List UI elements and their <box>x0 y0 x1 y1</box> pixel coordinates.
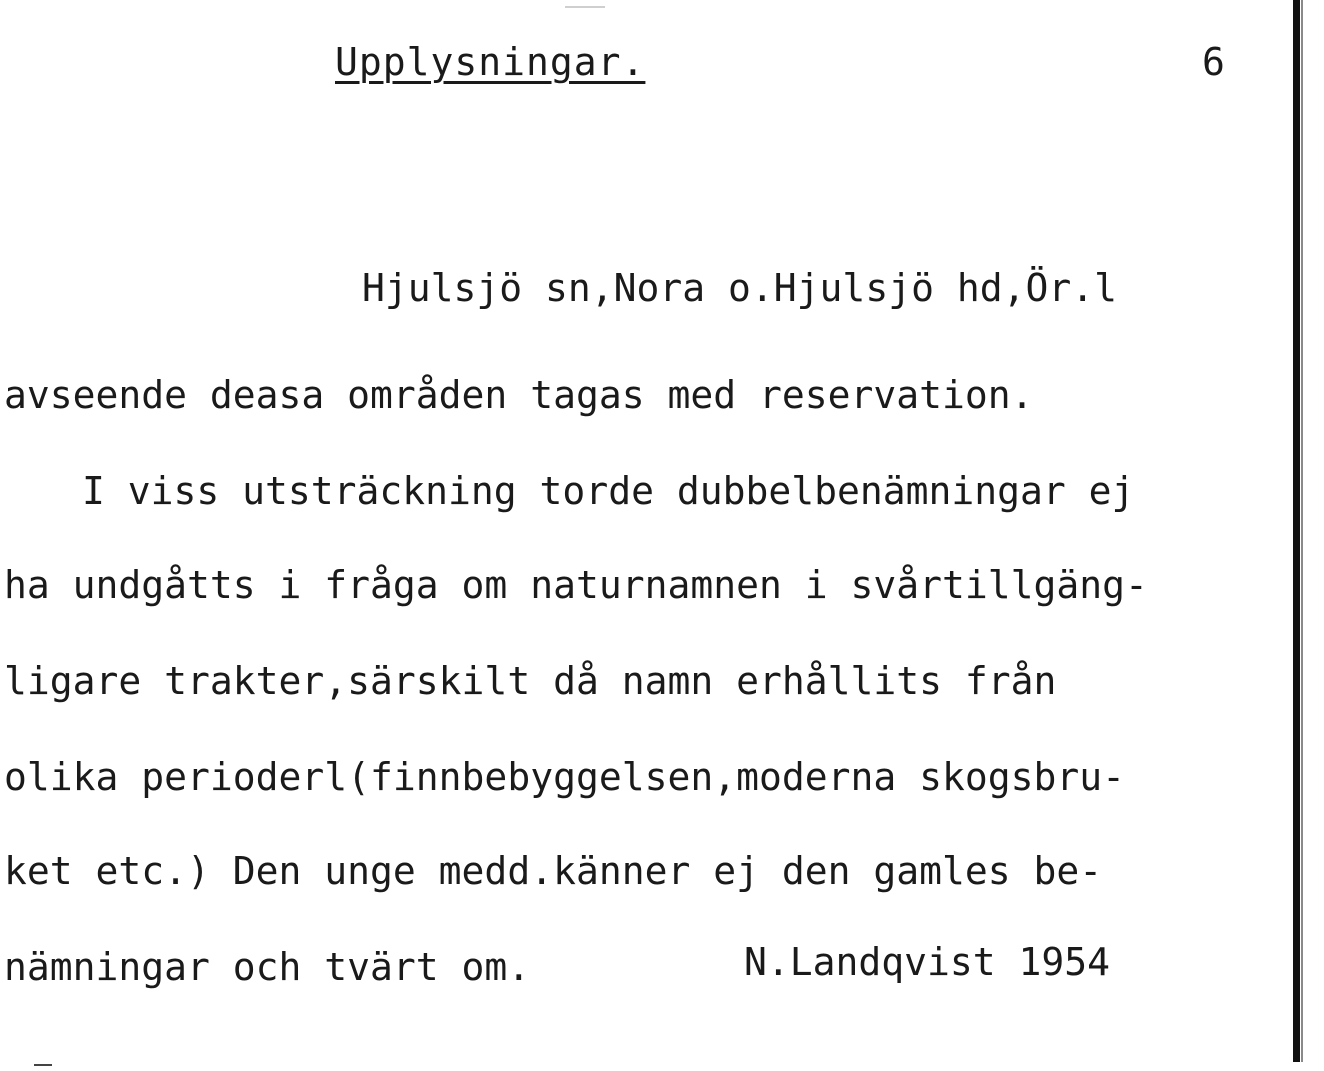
paper-mark <box>565 6 605 8</box>
text-line-7: nämningar och tvärt om. <box>4 945 531 989</box>
text-line-2: I viss utsträckning torde dubbelbenämningar ej <box>82 469 1135 513</box>
author-signature: N.Landqvist 1954 <box>744 940 1111 984</box>
stray-mark <box>34 1064 52 1066</box>
page-number: 6 <box>1202 40 1225 84</box>
text-line-5: olika perioderl(finnbebyggelsen,moderna skogsbru- <box>4 755 1126 799</box>
text-line-1: avseende deasa områden tagas med reservation. <box>4 373 1034 417</box>
document-heading: Upplysningar. <box>335 40 646 84</box>
place-reference: Hjulsjö sn,Nora o.Hjulsjö hd,Ör.l <box>362 266 1117 310</box>
text-line-3: ha undgåtts i fråga om naturnamnen i svårtillgäng- <box>4 563 1148 607</box>
text-line-6: ket etc.) Den unge medd.känner ej den gamles be- <box>4 849 1103 893</box>
card-edge-line <box>1293 0 1300 1062</box>
text-line-4: ligare trakter,särskilt då namn erhållits från <box>4 659 1057 703</box>
card-edge-shadow <box>1301 0 1303 1062</box>
